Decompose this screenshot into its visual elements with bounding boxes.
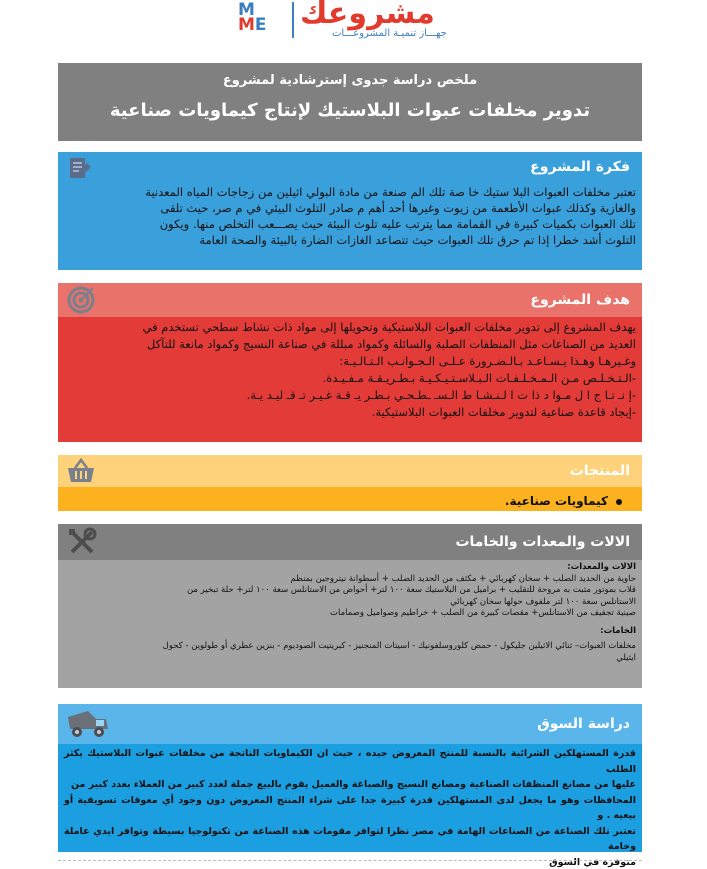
section-body-idea: تعتبر مخلفات العبوات البلا ستيك خا صة تلك الم صنعة من مادة البولي اثيلين من زجاجات المياه المعدنية والغازية وكذلك عبوات الأطعمة من زيوت وغيرها أحد أهم م صادر التلوث البيئي في م صر، حيث تلقى تلك العبوات بكميات كبيرة في القمامة مما يترتب عليه تلوث البيئة حيث يصـــعب التخلص منها. ويكون التلوث أشد خطرا إذا تم حرق تلك العبوات حيث تتصاعد الغازات الضارة بالبيئة والصحة العامة [58,182,642,270]
tools-icon [66,526,98,558]
section-heading-products: المنتجات [58,455,642,487]
section-heading-equipment: الالات والمعدات والخامات [58,524,642,560]
basket-icon [66,457,96,485]
logo-brand-text: مشروعك [300,0,435,31]
list-item: كيماويات صناعية. [505,494,622,508]
brand-logo [236,0,472,44]
page-footer-line [58,860,642,861]
section-body-goal: يهدف المشروع إلى تدوير مخلفات العبوات البلاستيكية وتحويلها إلى مواد ذات نشاط سطحي تستخدم في العديد من الصناعات مثل المنظفات الصلبة والسائلة وكمواد مبللة في صناعة النسيج وكمواد مانعة للتآكل وغـيرهـا وهـذا يـسـاعـد بـالـضـرورة عـلـى الـجـوانـب الـتـالـيـة: -الـتـخـلـص مـن الـمـخـلـفـات الـبـلاسـتـيـكـيـة بـطـريـقـة مـفـيـدة. -إ نـ تـا ج ا ل مـوا د ذا ت ا لـنـشـا ط الـسـ ـطـحـي بـطـر يـ قـة غـيـر تـ قـ ليـد يـة. -إيجاد قاعدة صناعية لتدوير مخلفات العبوات البلاستيكية. [58,317,642,442]
logo-subtitle: جهـــاز تنميـة المشروعـــات [332,28,447,39]
section-body-equipment: الالات والمعدات: حاوية من الحديد الصلب + سخان كهربائي + مكثف من الحديد الصلب + أسطوانة نيتروجين بمنظم قلاب بموتور مثبت به مروحة للتقليب + براميل من البلاستيك سعة ١٠٠ لتر+ أحواض من الاستانلس سعة ١٠٠ لتر+ حلة تبخير من الاستانلس سعة ١٠٠ لتر ملفوف حولها سخان كهربائي صينية تجفيف من الاستانلس+ مقصات كبيرة من الصلب + خراطيم وصواميل وصمامات الخامات: مخلفات العبوات– ثنائي الاثيلين جليكول - حمض كلوروسلفونيك - اسيتات المنجنيز - كبريتيت الصوديوم - بنزين عطري أو طولوين - كحول ايثيلي [58,560,642,688]
bullet-icon [616,499,622,505]
mme-logo-mark [236,0,294,36]
logo-mark-bottom: ME [238,15,267,35]
section-heading-idea: فكرة المشروع [58,152,642,182]
target-icon [66,285,96,315]
section-heading-goal: هدف المشروع [58,283,642,317]
logo-mark-top: M [238,0,255,20]
section-body-market: قدرة المستهلكين الشرائية بالنسبة للمنتج المعروض جيده ، حيث ان الكيماويات الناتجة من مخلفات عبوات البلاستيك يكثر الطلب عليها من مصانع المنظفات الصناعية ومصانع النسيج والصباغة والعميل يقوم بالبيع جملة لعدد كبير من العملاء بعدد كبير من المحافظات وهو ما يجعل لدى المستهلكين قدرة كبيرة جدا على شراء المنتج المعروض دون وجود أي معوقات تسويقية أو بيعيه . و تعتبر تلك الصناعة من الصناعات الهامة في مصر نظرا لتوافر مقومات هذه الصناعة من تكنولوجيا بسيطة وتوافر ايدي عاملة وخامة متوفرة في السوق [58,744,642,852]
edit-document-icon [66,155,94,181]
title-line-1: ملخص دراسة جدوى إسترشادية لمشروع [222,73,478,88]
truck-icon [66,707,110,741]
title-banner [58,63,642,141]
section-body-products [58,487,642,511]
section-heading-market: دراسة السوق [58,704,642,744]
page-title: تدوير مخلفات عبوات البلاستيك لإنتاج كيماويات صناعية [109,100,591,121]
logo-divider [292,2,294,38]
